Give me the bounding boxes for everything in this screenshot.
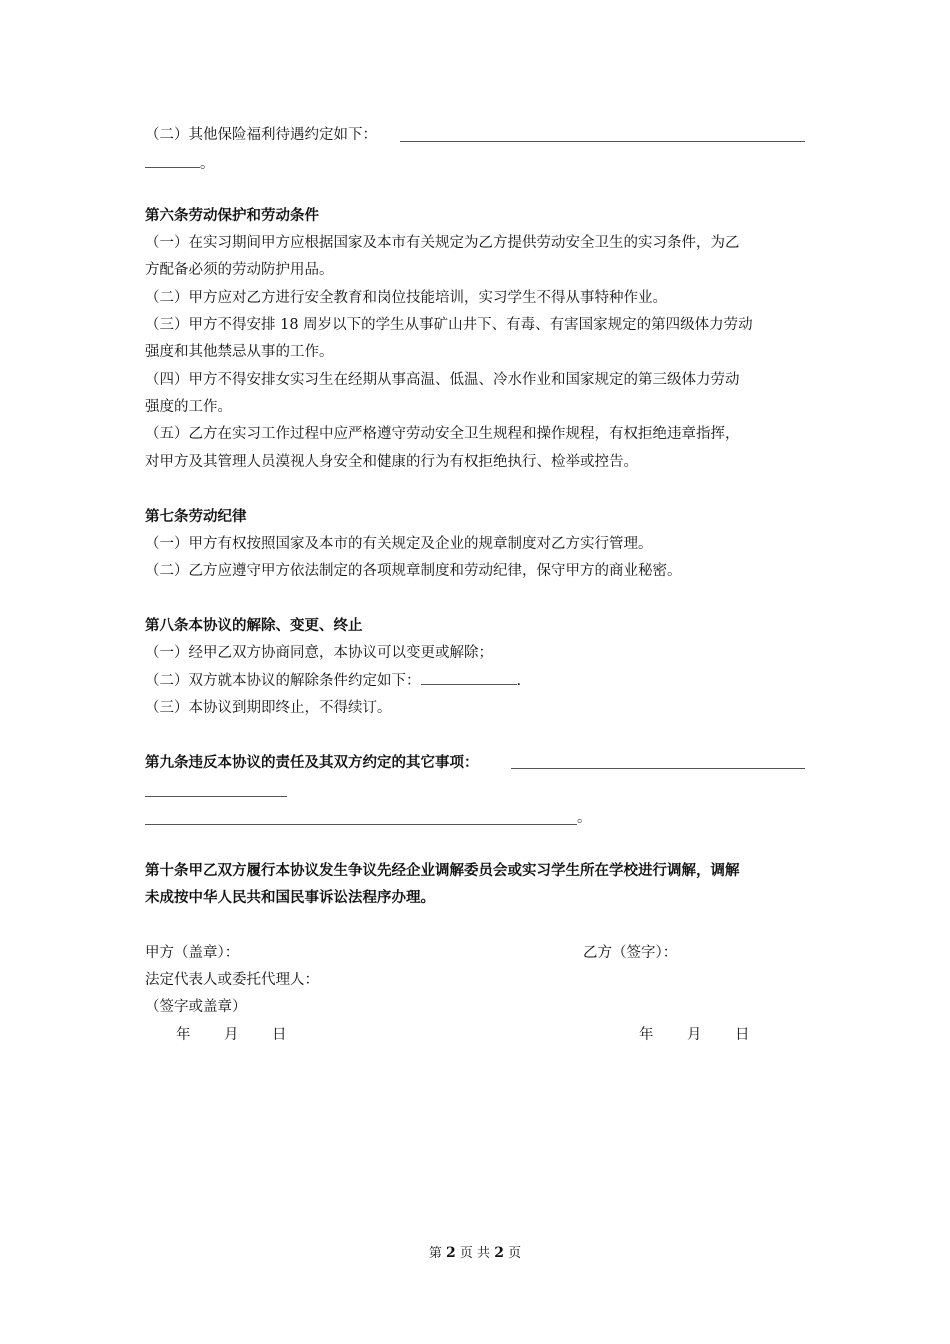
party-a-day: 日 xyxy=(272,1027,287,1043)
party-a-year: 年 xyxy=(176,1027,191,1043)
clause6-line-5: 强度和其他禁忌从事的工作。 xyxy=(145,344,334,360)
sign-or-seal-label: （签字或盖章） xyxy=(145,999,247,1015)
clause8-line-1: （一）经甲乙双方协商同意，本协议可以变更或解除； xyxy=(145,645,493,661)
clause8-line-3: （三）本协议到期即终止，不得续订。 xyxy=(145,700,392,716)
clause5-item2-end: 。 xyxy=(200,156,215,172)
clause6-title: 第六条劳动保护和劳动条件 xyxy=(145,207,319,224)
clause6-line-1: （一）在实习期间甲方应根据国家及本市有关规定为乙方提供劳动安全卫生的实习条件，为乙 xyxy=(145,235,740,251)
footer-suffix: 页 xyxy=(508,1246,522,1261)
clause6-line-4: （三）甲方不得安排 18 周岁以下的学生从事矿山井下、有毒、有害国家规定的第四级体力劳动 xyxy=(145,317,753,333)
clause7-line-2: （二）乙方应遵守甲方依法制定的各项规章制度和劳动纪律，保守甲方的商业秘密。 xyxy=(145,563,682,579)
party-b-day: 日 xyxy=(735,1027,750,1043)
clause10-line-1: 第十条甲乙双方履行本协议发生争议先经企业调解委员会或实习学生所在学校进行调解，调解 xyxy=(145,862,740,879)
page-footer xyxy=(0,1244,950,1263)
footer-prefix: 第 xyxy=(428,1246,442,1261)
clause5-item2-cont-line xyxy=(145,153,215,174)
clause8-item2-end: . xyxy=(516,673,522,689)
clause6-line-9: 对甲方及其管理人员漠视人身安全和健康的行为有权拒绝执行、检举或控告。 xyxy=(145,454,638,470)
party-b-label: 乙方（签字）： xyxy=(583,945,678,961)
party-a-month: 月 xyxy=(224,1027,239,1043)
clause8-item2-text: （二）双方就本协议的解除条件约定如下： xyxy=(145,673,421,689)
clause8-item2-blank xyxy=(421,670,517,685)
clause5-item2-blank-1 xyxy=(400,141,805,142)
footer-page-total: 2 xyxy=(494,1245,504,1261)
clause6-line-3: （二）甲方应对乙方进行安全教育和岗位技能培训，实习学生不得从事特种作业。 xyxy=(145,290,667,306)
clause6-line-7: 强度的工作。 xyxy=(145,399,232,415)
clause10-line-2: 未成按中华人民共和国民事诉讼法程序办理。 xyxy=(145,889,435,906)
party-b-date xyxy=(639,1025,750,1045)
clause9-end: 。 xyxy=(577,810,592,826)
clause9-blank-3 xyxy=(145,824,577,825)
clause9-blank-1 xyxy=(511,768,805,769)
clause5-item2-line xyxy=(145,125,377,145)
clause5-item2-text: （二）其他保险福利待遇约定如下： xyxy=(145,127,377,143)
footer-mid: 页 共 xyxy=(459,1246,491,1261)
clause8-line-2 xyxy=(145,670,521,691)
footer-page-num: 2 xyxy=(446,1245,456,1261)
party-a-date xyxy=(176,1025,287,1045)
clause6-line-6: （四）甲方不得安排女实习生在经期从事高温、低温、冷水作业和国家规定的第三级体力劳动 xyxy=(145,372,740,388)
party-a-label: 甲方（盖章）： xyxy=(145,945,240,961)
party-b-month: 月 xyxy=(687,1027,702,1043)
clause6-line-2: 方配备必须的劳动防护用品。 xyxy=(145,262,334,278)
clause5-item2-blank-2 xyxy=(145,153,200,168)
representative-label: 法定代表人或委托代理人： xyxy=(145,972,319,988)
clause9-blank-2 xyxy=(145,796,287,797)
clause7-line-1: （一）甲方有权按照国家及本市的有关规定及企业的规章制度对乙方实行管理。 xyxy=(145,536,653,552)
clause7-title: 第七条劳动纪律 xyxy=(145,508,247,525)
clause6-line-8: （五）乙方在实习工作过程中应严格遵守劳动安全卫生规程和操作规程，有权拒绝违章指挥， xyxy=(145,426,740,442)
clause8-title: 第八条本协议的解除、变更、终止 xyxy=(145,617,363,634)
party-b-year: 年 xyxy=(639,1027,654,1043)
clause9-title: 第九条违反本协议的责任及其双方约定的其它事项： xyxy=(145,754,479,771)
